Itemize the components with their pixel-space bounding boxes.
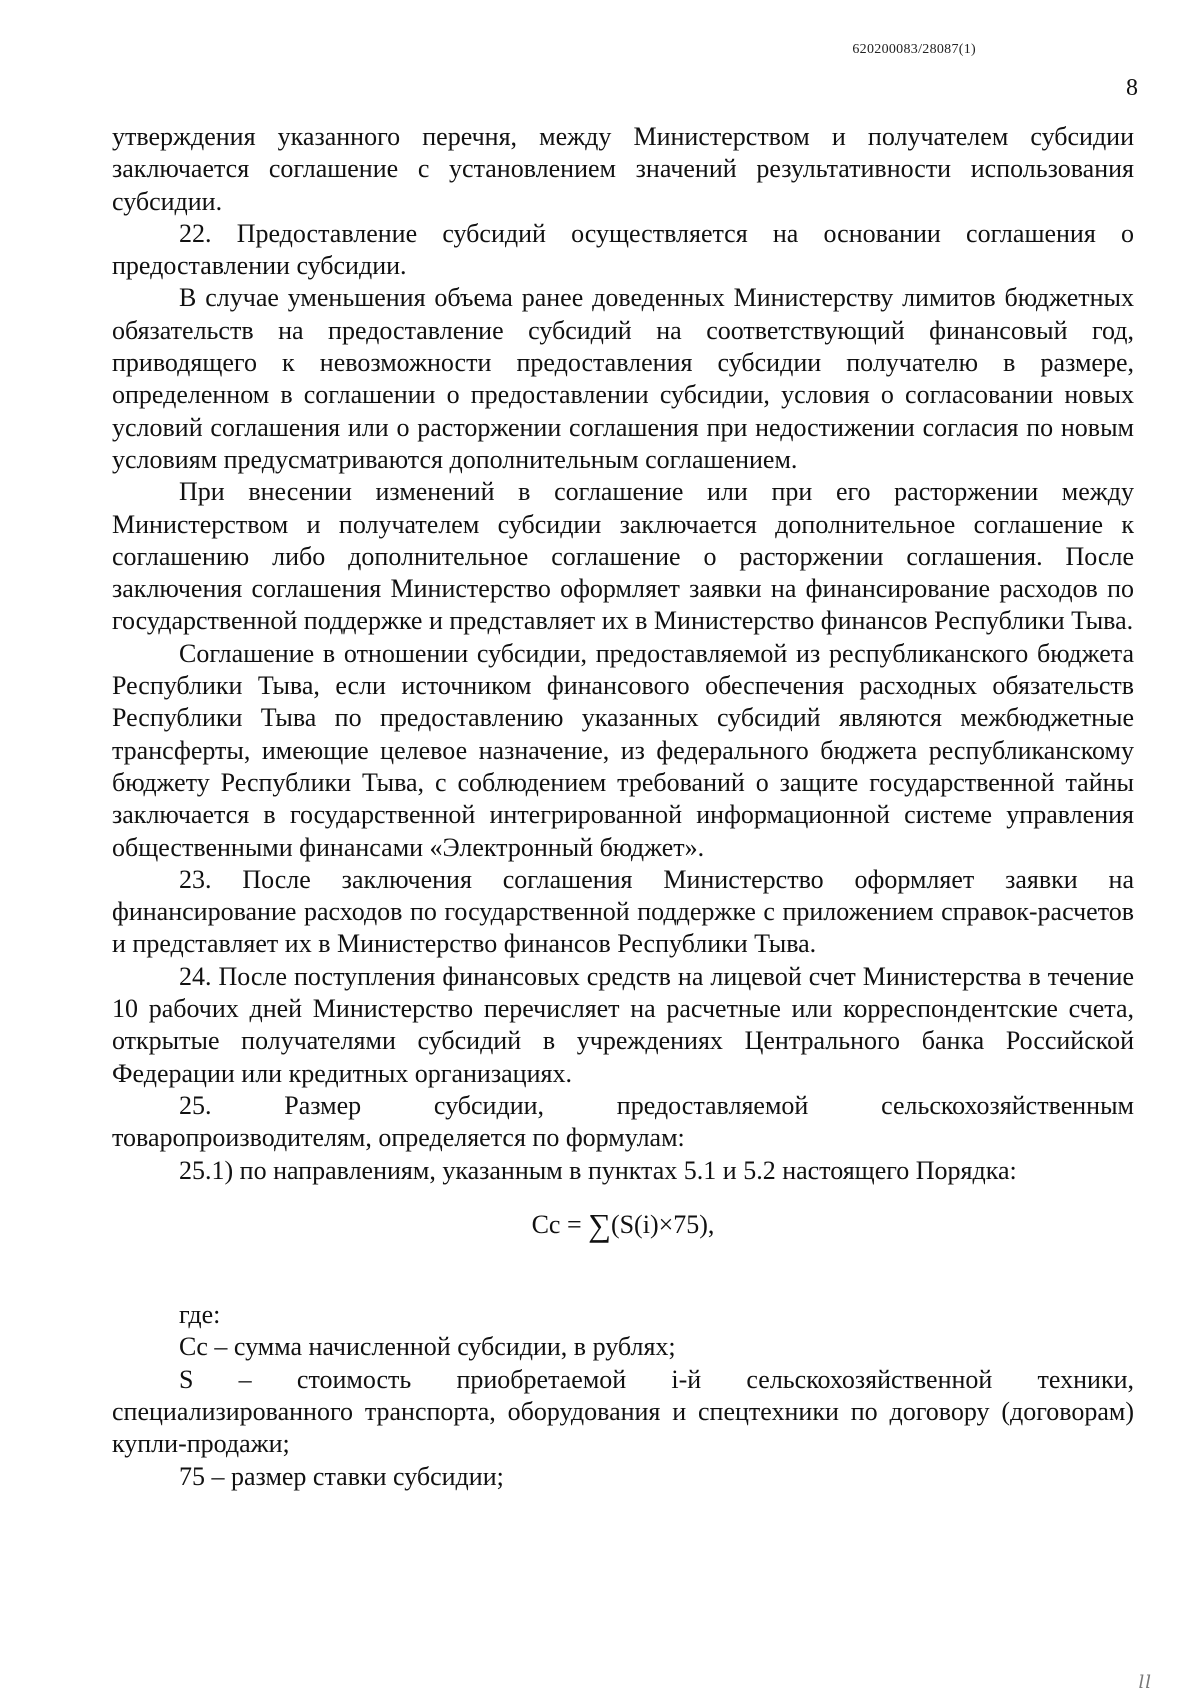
formula-rhs: (S(i)×75), xyxy=(610,1209,715,1239)
formula-lhs: Cc = xyxy=(531,1209,589,1239)
page-number: 8 xyxy=(1126,75,1138,101)
definition-75: 75 – размер ставки субсидии; xyxy=(179,1461,504,1491)
where-label: где: xyxy=(179,1300,221,1330)
paragraph-electronic-budget: Соглашение в отношении субсидии, предоставляемой из республиканского бюджета Республики Тыва, если источником финансового обеспечения расходных обязательств Республики Тыва по предоставлению указанных субсидий являются межбюджетные трансферты, имеющие целевое назначение, из федерального бюджета республиканскому бюджету Республики Тыва, с соблюдением требований о защите государственной тайны заключается в государственной интегрированной информационной системе управления общественными финансами «Электронный бюджет». xyxy=(112,638,1134,862)
document-body xyxy=(112,121,1134,1493)
document-id: 620200083/28087(1) xyxy=(852,42,976,57)
paragraph-24: 24. После поступления финансовых средств на лицевой счет Министерства в течение 10 рабочих дней Министерство перечисляет на расчетные или корреспондентские счета, открытые получателями субсидий в учреждениях Центрального банка Российской Федерации или кредитных организациях. xyxy=(112,961,1134,1088)
paragraph-continuation: утверждения указанного перечня, между Министерством и получателем субсидии заключается соглашение с установлением значений результативности использования субсидии. xyxy=(112,122,1134,216)
paragraph-22: 22. Предоставление субсидий осуществляется на основании соглашения о предоставлении субсидии. xyxy=(112,218,1134,281)
paragraph-agreement-changes: При внесении изменений в соглашение или при его расторжении между Министерством и получателем субсидии заключается дополнительное соглашение к соглашению либо дополнительное соглашение о расторжении соглашения. После заключения соглашения Министерство оформляет заявки на финансирование расходов по государственной поддержке и представляет их в Министерство финансов Республики Тыва. xyxy=(112,477,1134,636)
paragraph-25: 25. Размер субсидии, предоставляемой сельскохозяйственным товаропроизводителям, определяется по формулам: xyxy=(112,1090,1134,1153)
paragraph-25-1: 25.1) по направлениям, указанным в пунктах 5.1 и 5.2 настоящего Порядка: xyxy=(179,1155,1017,1185)
paragraph-limits-reduction: В случае уменьшения объема ранее доведенных Министерству лимитов бюджетных обязательств на предоставление субсидий на соответствующий финансовый год, приводящего к невозможности предоставления субсидии получателю в размере, определенном в соглашении о предоставлении субсидии, условия о согласовании новых условий соглашения или о расторжении соглашения при недостижении согласия по новым условиям предусматриваются дополнительным соглашением. xyxy=(112,283,1134,474)
definition-cc: Cc – сумма начисленной субсидии, в рублях; xyxy=(179,1332,676,1362)
paragraph-23: 23. После заключения соглашения Министерство оформляет заявки на финансирование расходов по государственной поддержке с приложением справок-расчетов и представляет их в Министерство финансов Республики Тыва. xyxy=(112,864,1134,959)
definition-s: S – стоимость приобретаемой i-й сельскохозяйственной техники, специализированного транспорта, оборудования и спецтехники по договору (договорам) купли-продажи; xyxy=(112,1364,1134,1459)
subsidy-formula xyxy=(112,1206,1134,1243)
sum-symbol: ∑ xyxy=(588,1206,611,1243)
handwritten-mark: 𝑙𝑙 xyxy=(1138,1672,1152,1692)
